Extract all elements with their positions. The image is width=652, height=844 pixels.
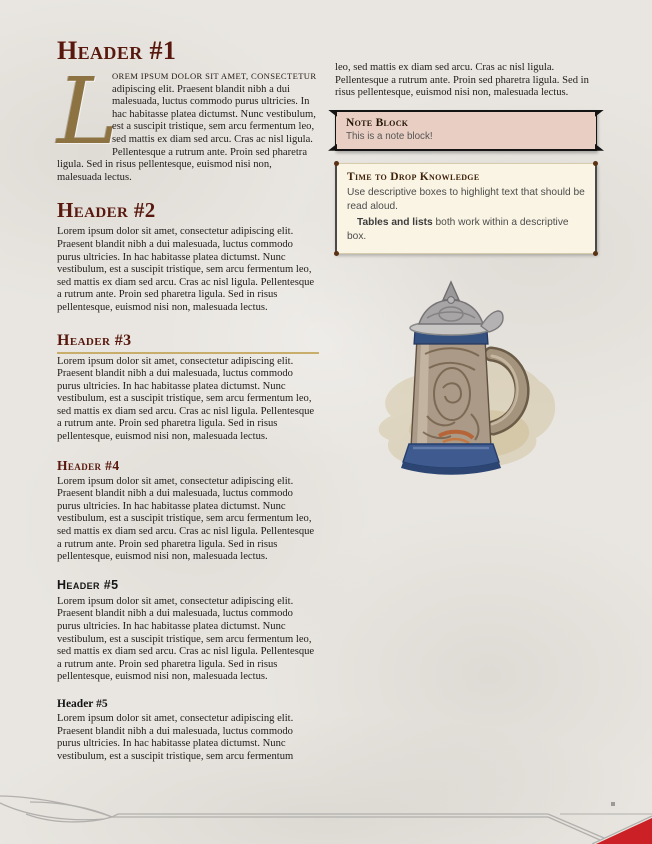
section-4-paragraph: Lorem ipsum dolor sit amet, consectetur adipiscing elit. Praesent blandit nibh a dui malesuada, luctus commodo purus ultricies. In hac habitasse platea dictumst. Nunc vestibulum, est a suscipit tristique, sem arcu fermentum leo, sed mattis ex diam sed arcu. Cras ac nisl ligula. Pellentesque a rutrum ante. Proin sed pharetra ligula. Sed in risus pellentesque, euismod nisi non, malesuada lectus. xyxy=(57,475,315,563)
left-column xyxy=(57,36,319,763)
note-block-body: This is a note block! xyxy=(346,130,433,142)
section-6-paragraph-truncated: Lorem ipsum dolor sit amet, consectetur adipiscing elit. Praesent blandit nibh a dui malesuada, luctus commodo purus ultricies. In hac habitasse platea dictumst. Nunc vestibulum, est a suscipit tristique, sem arcu fermentum xyxy=(57,712,294,762)
section-header-4: Header #4 xyxy=(57,457,120,473)
descriptive-box-bold-text: Tables and lists xyxy=(357,216,433,228)
descriptive-box-title: Time to Drop Knowledge xyxy=(347,170,480,183)
section-3-paragraph: Lorem ipsum dolor sit amet, consectetur adipiscing elit. Praesent blandit nibh a dui malesuada, luctus commodo purus ultricies. In hac habitasse platea dictumst. Nunc vestibulum, est a suscipit tristique, sem arcu fermentum leo, sed mattis ex diam sed arcu. Cras ac nisl ligula. Pellentesque a rutrum ante. Proin sed pharetra ligula. Sed in risus pellentesque, euismod nisi non, malesuada lectus. xyxy=(57,355,315,443)
section-2-paragraph: Lorem ipsum dolor sit amet, consectetur adipiscing elit. Praesent blandit nibh a dui malesuada, luctus commodo purus ultricies. In hac habitasse platea dictumst. Nunc vestibulum, est a suscipit tristique, sem arcu fermentum leo, sed mattis ex diam sed arcu. Cras ac nisl ligula. Pellentesque a rutrum ante. Proin sed pharetra ligula. Sed in risus pellentesque, euismod nisi non, malesuada lectus. xyxy=(57,226,315,313)
section-header-5: Header #5 xyxy=(57,577,119,592)
drop-cap-letter: L xyxy=(57,58,119,165)
section-header-3: Header #3 xyxy=(57,331,319,354)
note-block xyxy=(335,110,597,151)
note-corner-icon xyxy=(328,110,337,117)
note-corner-icon xyxy=(595,144,604,151)
beer-stein-image xyxy=(351,276,581,481)
corner-dot-icon xyxy=(593,161,598,166)
intro-body-text: adipiscing elit. Praesent blandit nibh a dui malesuada, luctus commodo purus ultricies. In hac habitasse platea dictumst. Nunc vestibulum, est a suscipit tristique, sem arcu fermentum leo, sed mattis ex diam sed arcu. Cras ac nisl ligula. Pellentesque a rutrum ante. Proin sed pharetra ligula. Sed in risus pellentesque, euismod nisi non, malesuada lectus. xyxy=(57,83,316,183)
section-5-paragraph: Lorem ipsum dolor sit amet, consectetur adipiscing elit. Praesent blandit nibh a dui malesuada, luctus commodo purus ultricies. In hac habitasse platea dictumst. Nunc vestibulum, est a suscipit tristique, sem arcu fermentum leo, sed mattis ex diam sed arcu. Cras ac nisl ligula. Pellentesque a rutrum ante. Proin sed pharetra ligula. Sed in risus pellentesque, euismod nisi non, malesuada lectus. xyxy=(57,595,315,683)
section-header-6: Header #5 xyxy=(57,697,108,710)
beer-stein-illustration xyxy=(351,276,581,481)
note-corner-icon xyxy=(595,110,604,117)
right-column xyxy=(335,36,597,763)
note-corner-icon xyxy=(328,144,337,151)
page-body xyxy=(57,36,597,763)
intro-lead-smallcaps: OREM IPSUM DOLOR SIT AMET, CONSECTETUR xyxy=(112,71,317,81)
corner-dot-icon xyxy=(593,251,598,256)
intro-paragraph xyxy=(57,58,319,184)
descriptive-box-line1: Use descriptive boxes to highlight text that should be read aloud. xyxy=(347,186,585,212)
descriptive-box-line2-rest: both work within a descriptive box. xyxy=(347,216,569,242)
descriptive-box-line2 xyxy=(347,216,585,244)
section-header-1: Header #1 xyxy=(57,36,177,65)
corner-dot-icon xyxy=(334,161,339,166)
footer-flourish xyxy=(0,794,652,844)
continued-paragraph: leo, sed mattis ex diam sed arcu. Cras ac nisl ligula. Pellentesque a rutrum ante. Proin sed pharetra ligula. Sed in risus pellentesque, euismod nisi non, malesuada lectus. xyxy=(335,62,589,99)
descriptive-box xyxy=(335,163,597,254)
corner-dot-icon xyxy=(334,251,339,256)
note-block-title: Note Block xyxy=(346,116,409,129)
section-header-2: Header #2 xyxy=(57,198,156,223)
